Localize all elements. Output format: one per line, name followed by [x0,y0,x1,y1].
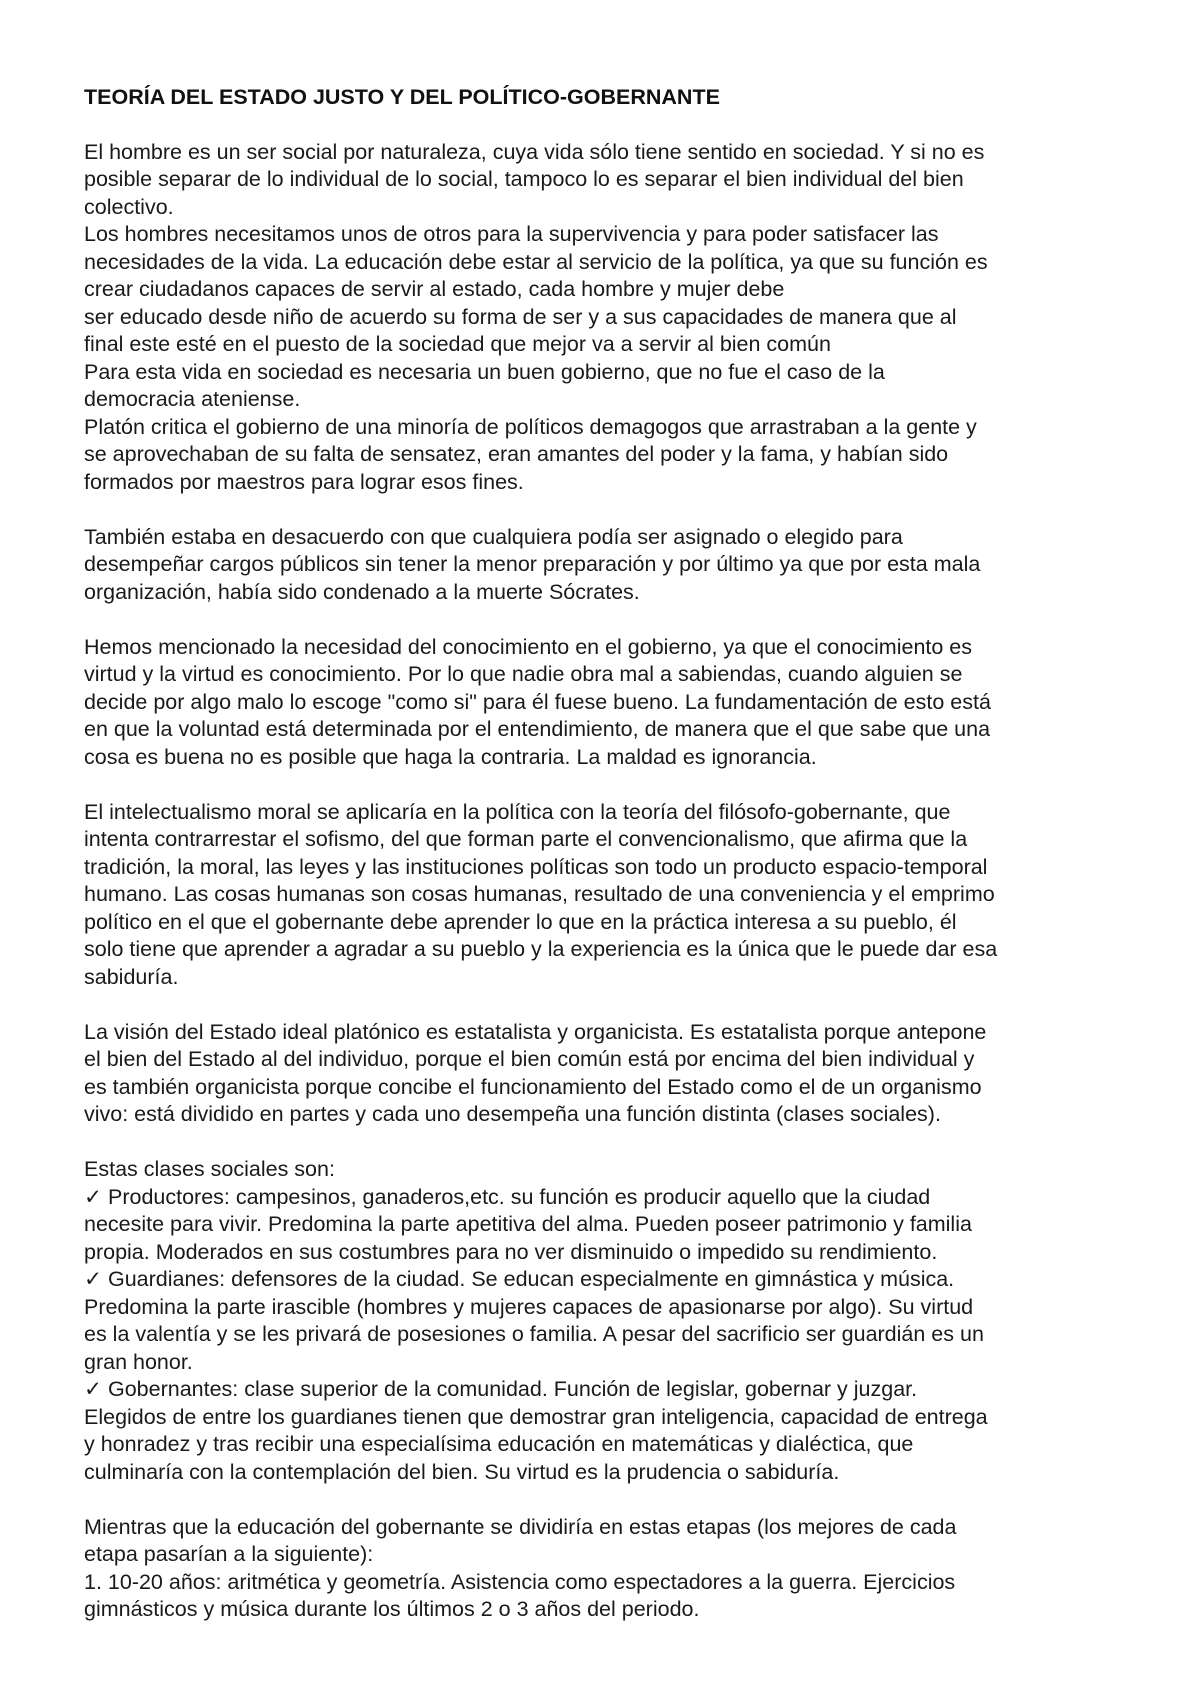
paragraph-desacuerdo: También estaba en desacuerdo con que cualquiera podía ser asignado o elegido para desempeñar cargos públicos sin tener la menor preparación y por último ya que por esta mala organización, había sido condenado a la muerte Sócrates. [84,524,981,604]
paragraph-estado-ideal: La visión del Estado ideal platónico es estatalista y organicista. Es estatalista porque antepone el bien del Estado al del individuo, porque el bien común está por encima del bien individual y es también organicista porque concibe el funcionamiento del Estado como el de un organismo vivo: está dividido en partes y cada uno desempeña una función distinta (clases sociales). [84,1019,987,1126]
document-title: TEORÍA DEL ESTADO JUSTO Y DEL POLÍTICO-GOBERNANTE [84,85,720,109]
paragraph-gap [84,991,1134,1019]
document-page [84,84,1134,1624]
paragraph-gap [84,606,1134,634]
paragraph-gap [84,1486,1134,1514]
paragraph-conocimiento: Hemos mencionado la necesidad del conocimiento en el gobierno, ya que el conocimiento es virtud y la virtud es conocimiento. Por lo que nadie obra mal a sabiendas, cuando alguien se decide por algo malo lo escoge "como si" para él fuese bueno. La fundamentación de esto está en que la voluntad está determinada por el entendimiento, de manera que el que sabe que una cosa es buena no es posible que haga la contraria. La maldad es ignorancia. [84,634,991,769]
paragraph-intelectualismo: El intelectualismo moral se aplicaría en la política con la teoría del filósofo-gobernante, que intenta contrarrestar el sofismo, del que forman parte el convencionalismo, que afirma que la tradición, la moral, las leyes y las instituciones políticas son todo un producto espacio-temporal humano. Las cosas humanas son cosas humanas, resultado de una conveniencia y el emprimo político en el que el gobernante debe aprender lo que en la práctica interesa a su pueblo, él solo tiene que aprender a agradar a su pueblo y la experiencia es la única que le puede dar esa sabiduría. [84,799,998,989]
paragraph-educacion-etapas: Mientras que la educación del gobernante se dividiría en estas etapas (los mejores de cada etapa pasarían a la siguiente): 1. 10-20 años: aritmética y geometría. Asistencia como espectadores a la guerra. Ejercicios gimnásticos y música durante los últimos 2 o 3 años del periodo. [84,1514,957,1621]
paragraph-gap [84,771,1134,799]
paragraph-gap [84,496,1134,524]
paragraph-clases-sociales: Estas clases sociales son: ✓ Productores: campesinos, ganaderos,etc. su función es producir aquello que la ciudad necesite para vivir. Predomina la parte apetitiva del alma. Pueden poseer patrimonio y familia propia. Moderados en sus costumbres para no ver disminuido o impedido su rendimiento. ✓ Guardianes: defensores de la ciudad. Se educan especialmente en gimnástica y música. Predomina la parte irascible (hombres y mujeres capaces de apasionarse por algo). Su virtud es la valentía y se les privará de posesiones o familia. A pesar del sacrificio ser guardián es un gran honor. ✓ Gobernantes: clase superior de la comunidad. Función de legislar, gobernar y juzgar. Elegidos de entre los guardianes tienen que demostrar gran inteligencia, capacidad de entrega y honradez y tras recibir una especialísima educación en matemáticas y dialéctica, que culminaría con la contemplación del bien. Su virtud es la prudencia o sabiduría. [84,1157,988,1484]
paragraph-intro: El hombre es un ser social por naturaleza, cuya vida sólo tiene sentido en sociedad. Y si no es posible separar de lo individual de lo social, tampoco lo es separar el bien individual del bien colectivo. Los hombres necesitamos unos de otros para la supervivencia y para poder satisfacer las necesidades de la vida. La educación debe estar al servicio de la política, ya que su función es crear ciudadanos capaces de servir al estado, cada hombre y mujer debe ser educado desde niño de acuerdo su forma de ser y a sus capacidades de manera que al final este esté en el puesto de la sociedad que mejor va a servir al bien común Para esta vida en sociedad es necesaria un buen gobierno, que no fue el caso de la democracia ateniense. Platón critica el gobierno de una minoría de políticos demagogos que arrastraban a la gente y se aprovechaban de su falta de sensatez, eran amantes del poder y la fama, y habían sido formados por maestros para lograr esos fines. [84,139,988,494]
paragraph-gap [84,1129,1134,1157]
